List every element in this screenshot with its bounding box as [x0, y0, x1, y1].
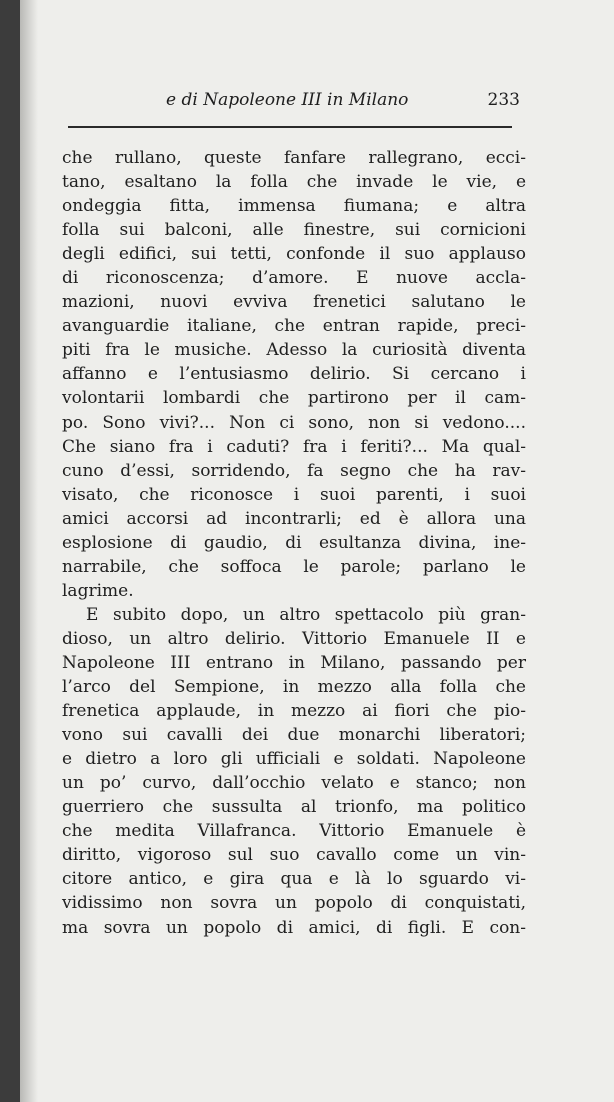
running-head-title: e di Napoleone III in Milano [166, 90, 409, 110]
text-line: piti fra le musiche. Adesso la curiosità diventa [62, 340, 526, 361]
text-line: frenetica applaude, in mezzo ai fiori che pio- [62, 701, 526, 722]
text-line: degli edifici, sui tetti, confonde il suo applauso [62, 244, 526, 265]
text-line: che medita Villafranca. Vittorio Emanuele è [62, 821, 526, 842]
text-line: di riconoscenza; d’amore. E nuove accla- [62, 268, 526, 289]
text-line: ma sovra un popolo di amici, di figli. E con- [62, 917, 526, 938]
text-line: un po’ curvo, dall’occhio velato e stanco; non [62, 773, 526, 794]
text-line: vidissimo non sovra un popolo di conquistati, [62, 893, 526, 914]
text-line: tano, esaltano la folla che invade le vie, e [62, 172, 526, 193]
page-number: 233 [487, 90, 520, 110]
text-line: folla sui balconi, alle finestre, sui cornicioni [62, 220, 526, 241]
text-line: E subito dopo, un altro spettacolo più gran- [86, 604, 526, 625]
text-line: affanno e l’entusiasmo delirio. Si cercano i [62, 364, 526, 385]
text-line: avanguardie italiane, che entran rapide, preci- [62, 316, 526, 337]
text-line: dioso, un altro delirio. Vittorio Emanuele II e [62, 628, 526, 649]
text-line: mazioni, nuovi evviva frenetici salutano le [62, 292, 526, 313]
text-line: volontarii lombardi che partirono per il cam- [62, 388, 526, 409]
text-line: diritto, vigoroso sul suo cavallo come un vin- [62, 845, 526, 866]
body-text [62, 146, 526, 940]
text-line: Che siano fra i caduti? fra i feriti?... Ma qual- [62, 436, 526, 457]
text-line: visato, che riconosce i suoi parenti, i suoi [62, 484, 526, 505]
text-line: esplosione di gaudio, di esultanza divina, ine- [62, 532, 526, 553]
book-spine-shadow [0, 0, 20, 1102]
text-line: po. Sono vivi?... Non ci sono, non si vedono.... [62, 412, 526, 433]
gutter-shadow [20, 0, 38, 1102]
text-line: Napoleone III entrano in Milano, passando per [62, 652, 526, 673]
text-line: narrabile, che soffoca le parole; parlano le [62, 556, 526, 577]
text-line: citore antico, e gira qua e là lo sguardo vi- [62, 869, 526, 890]
text-line: vono sui cavalli dei due monarchi liberatori; [62, 725, 526, 746]
text-line: lagrime. [62, 580, 134, 601]
text-line: cuno d’essi, sorridendo, fa segno che ha rav- [62, 460, 526, 481]
text-line: e dietro a loro gli ufficiali e soldati. Napoleone [62, 749, 526, 770]
text-line: l’arco del Sempione, in mezzo alla folla che [62, 677, 526, 698]
text-line: che rullano, queste fanfare rallegrano, ecci- [62, 148, 526, 168]
text-line: guerriero che sussulta al trionfo, ma politico [62, 797, 526, 818]
paragraph [62, 146, 526, 603]
header-rule [68, 126, 512, 128]
paragraph [62, 603, 526, 940]
text-line: ondeggia fitta, immensa fiumana; e altra [62, 196, 526, 217]
text-line: amici accorsi ad incontrarli; ed è allora una [62, 508, 526, 529]
running-head [60, 88, 520, 114]
